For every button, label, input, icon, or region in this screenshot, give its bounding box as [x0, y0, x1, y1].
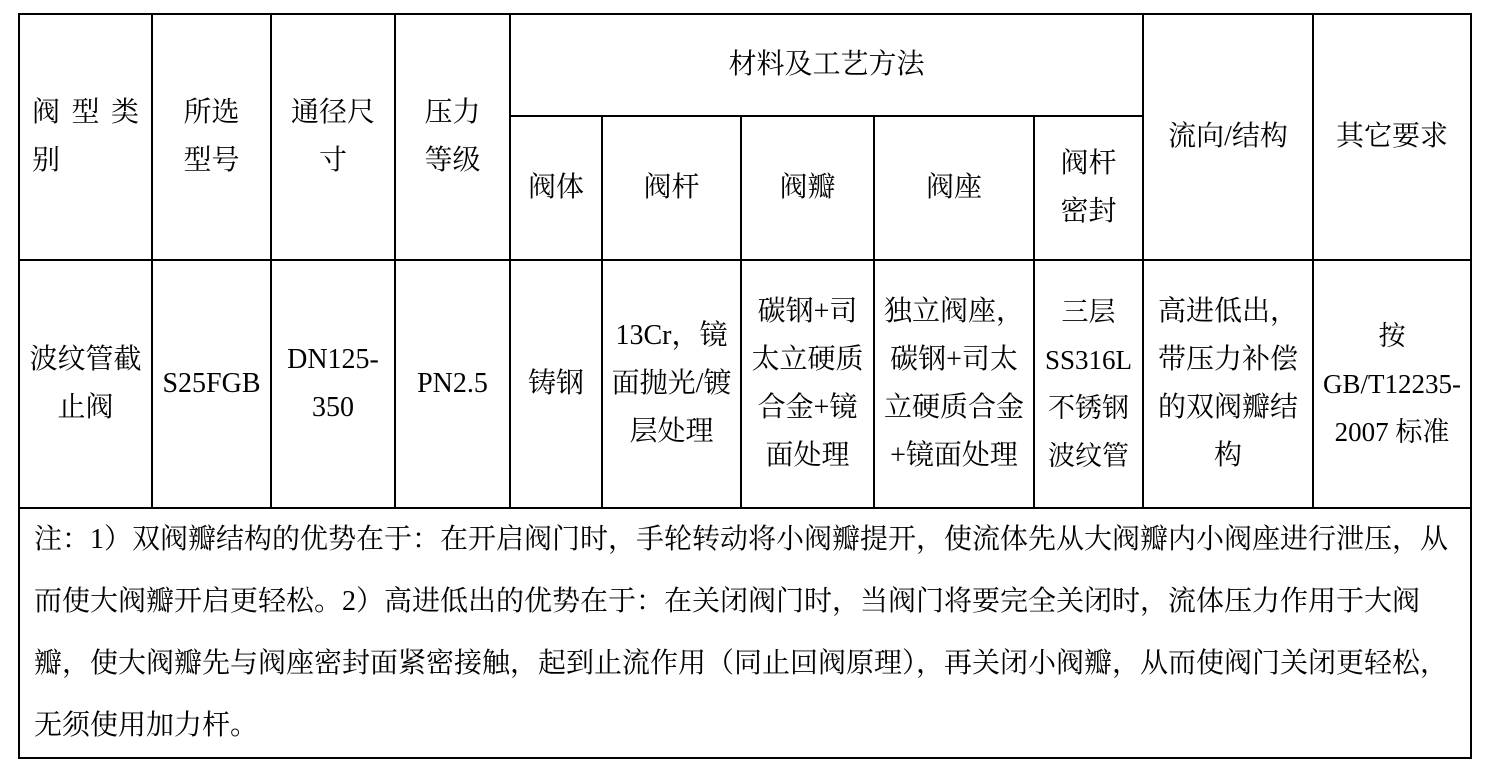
header-body: 阀体 [510, 116, 602, 260]
cell-flow: 高进低出，带压力补偿的双阀瓣结构 [1143, 260, 1313, 508]
cell-other: 按 GB/T12235-2007 标准 [1313, 260, 1471, 508]
header-stem: 阀杆 [602, 116, 741, 260]
cell-body: 铸钢 [510, 260, 602, 508]
header-disc: 阀瓣 [741, 116, 874, 260]
cell-stem-seal: 三层 SS316L 不锈钢波纹管 [1034, 260, 1143, 508]
header-pressure: 压力等级 [395, 14, 510, 260]
header-size: 通径尺寸 [271, 14, 395, 260]
header-flow: 流向/结构 [1143, 14, 1313, 260]
header-other: 其它要求 [1313, 14, 1471, 260]
header-model: 所选型号 [152, 14, 271, 260]
header-seat: 阀座 [874, 116, 1034, 260]
header-stem-seal: 阀杆密封 [1034, 116, 1143, 260]
footnote: 注：1）双阀瓣结构的优势在于：在开启阀门时，手轮转动将小阀瓣提开，使流体先从大阀瓣内小阀座进行泄压，从而使大阀瓣开启更轻松。2）高进低出的优势在于：在关闭阀门时，当阀门将要完全关闭时，流体压力作用于大阀瓣，使大阀瓣先与阀座密封面紧密接触，起到止流作用（同止回阀原理），再关闭小阀瓣，从而使阀门关闭更轻松，无须使用加力杆。 [19, 508, 1471, 758]
cell-disc: 碳钢+司太立硬质合金+镜面处理 [741, 260, 874, 508]
cell-stem: 13Cr，镜面抛光/镀层处理 [602, 260, 741, 508]
header-valve-type: 阀型类别 [19, 14, 152, 260]
cell-pressure: PN2.5 [395, 260, 510, 508]
header-material-group: 材料及工艺方法 [510, 14, 1143, 116]
table-row [19, 260, 1471, 508]
cell-valve-type: 波纹管截止阀 [19, 260, 152, 508]
valve-spec-table [18, 13, 1472, 759]
cell-model: S25FGB [152, 260, 271, 508]
cell-seat: 独立阀座，碳钢+司太立硬质合金+镜面处理 [874, 260, 1034, 508]
cell-size: DN125-350 [271, 260, 395, 508]
